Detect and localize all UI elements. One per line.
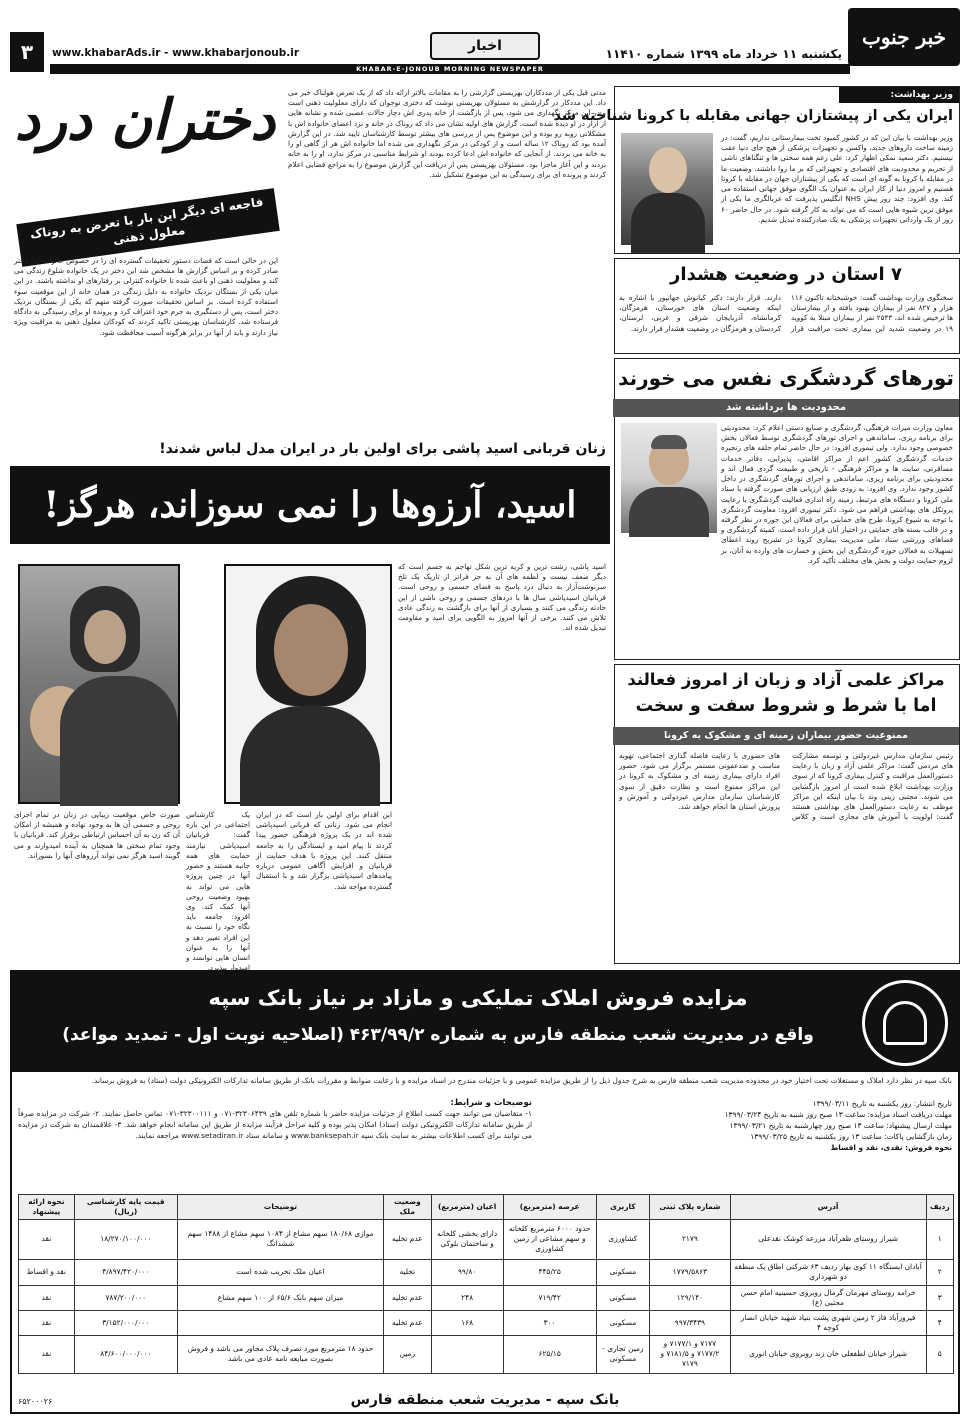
acid-body-1: مدتی قبل یکی از مددکاران بهزیستی گزارشی را به مقامات بالاتر ارائه داد که از یک تعرض هولناک خبر می داد. این مددکار در گزارشش به مسئولان بهزیستی نوشت که دختری نوجوان که دارای معلولیت ذهنی است و در این مرکز نگهداری می شود، پس از بازگشت از خانه پدری اش دچار حالات عصبی شده و نشانه هایی از آزار در او دیده شده است. گزارش های اولیه نشان می داد که روناک در خانه و نزد اعضای خانواده اش با مشکلاتی روبه رو بوده و این موضوع پس از بررسی های بیشتر توسط کارشناسان تایید شد. در این گزارش آمده بود که روناک ۱۲ ساله است و از کودکی در مرکز نگهداری می شده اما خانواده اش هر از گاهی او را به خانه می بردند. از آنجایی که خانواده اش ادعا کرده بودند او شرایط مناسبی در مرکز ندارد، او را به خانه بردند و این آغاز ماجرا بود. مسئولان بهزیستی پس از دریافت این گزارش موضوع را به مراجع قضایی اعلام کردند و پرونده ای برای رسیدگی به این موضوع تشکیل شد. (288, 88, 606, 179)
page-number (10, 32, 44, 72)
table-cell: ۴/۸۹۷/۴۲۰/۰۰۰ (74, 1259, 177, 1285)
table-cell: اعیان ملک تخریب شده است (177, 1259, 383, 1285)
table-cell: ۳ (926, 1285, 953, 1310)
acid2-photo-right (224, 564, 392, 804)
acid2-kicker: زنان قربانی اسید پاشی برای اولین بار در ایران مدل لباس شدند! (159, 441, 606, 457)
table-row (19, 1285, 954, 1310)
table-cell: ۹۹۷/۳۴۳۹ (650, 1310, 730, 1335)
table-cell: ۱۲۹/۱۴۰ (650, 1285, 730, 1310)
table-row (19, 1335, 954, 1373)
col-header: اعیان (مترمربع) (431, 1195, 503, 1220)
table-cell (431, 1335, 503, 1373)
covid-minister-photo (621, 133, 713, 245)
acid-article (10, 86, 610, 436)
table-row (19, 1310, 954, 1335)
table-cell: کشاورزی (596, 1219, 650, 1259)
table-cell: نقد و اقساط (19, 1259, 75, 1285)
tours-body: معاون وزارت میراث فرهنگی، گردشگری و صنایع دستی اعلام کرد: محدودیتی برای برنامه ریزی، ساماندهی و اجرای تورهای گردشگری توسط فعالان بخش خصوصی وجود ندارد. ولی تیموری افزود: در حال حاضر تمام حلقه های زنجیره خدمات گردشگری کشور اعم از مراکز اقامتی، پذیرایی، دفاتر خدمات مسافرتی، سایت ها و مراکز فرهنگی - تاریخی و طبیعت گردی فعال اند و محدودیتی برای برنامه ریزی، ساماندهی و اجرای تورهای گردشگری در داخل کشور وجود ندارد. وی افزود: به زودی طبق ارزیابی های صورت گرفته با ستاد ملی کرونا و دستگاه های مرتبط، زمینه راه اندازی فعالیت گردشگری با رعایت پروتکل های بهداشتی فراهم می شود. دکتر تیموری افزود: معاونت گردشگری با توجه به شیوع کرونا، طرح های حمایتی برای فعالان این حوزه در نظر گرفته و در قالب بسته های حمایتی در اختیار آنان قرار داده است. کمیته گردشگری و فضاهای ورزشی ستاد ملی مدیریت بیماری کرونا در تشریح روند اعطای تسهیلات به فعالان حوزه گردشگری این بخش و خسارت های وارده به آنان، بر لزوم حمایت دولت و بخش های مختلف تأکید کرد. (721, 423, 953, 565)
table-cell: ۹۹/۸۰ (431, 1259, 503, 1285)
ad-schedule-line: مهلت دریافت اسناد مزایده: ساعت ۱۳ صبح روز شنبه به تاریخ ۱۳۹۹/۰۳/۲۴ (724, 1110, 952, 1120)
ad-intro: بانک سپه در نظر دارد املاک و مستغلات تحت اختیار خود در محدوده مدیریت شعب منطقه فارس به شرح جدول ذیل را از طریق مزایده عمومی و با جزئیات مندرج در اسناد مزایده و با رعایت ضوابط و مقررات بانک از طریق سامانه تدارکات الکترونیکی دولت (ستاد) به فروش برساند. (91, 1076, 952, 1085)
ribbon-text: KHABAR-E-JONOUB MORNING NEWSPAPER (356, 65, 544, 73)
schools-headline-2: اما با شرط و شروط سفت و سخت (635, 696, 937, 716)
table-cell: ۴۴۵/۲۵ (503, 1259, 596, 1285)
covid-article (553, 86, 960, 254)
ad-notes: ۱- متقاضیان می توانند جهت کسب اطلاع از جزئیات مزایده حاضر با شماره تلفن های ۳۲۳۰۶۴۳۹-۰۷۱ و ۳۲۳۰۰۱۱۱-۰۷۱ تماس حاصل نمایند. ۲- شرکت در مزایده صرفاً از طریق سامانه تدارکات الکترونیکی دولت (ستاد) امکان پذیر بوده و کلیه مراحل فرآیند مزایده از طریق این سامانه انجام خواهد شد. ۳- علاقمندان به شرکت در مزایده می توانند برای کسب اطلاعات بیشتر به سایت بانک سپه www.banksepah.ir و سامانه ستاد www.setadiran.ir مراجعه نمایند. (18, 1109, 532, 1140)
table-cell: شیراز خیابان لطفعلی خان زند روبروی خیابان انوری (730, 1335, 926, 1373)
col-header: ردیف (926, 1195, 953, 1220)
acid-title: دختران درد (14, 87, 276, 153)
masthead-ribbon (50, 64, 850, 74)
acid2-body-2: این اقدام برای اولین بار است که در ایران انجام می شود. زنانی که قربانی اسیدپاشی شده اند در یک پروژه فرهنگی حضور پیدا کردند تا پیام امید و ایستادگی را به جامعه منتقل کنند. این پروژه با هدف حمایت از قربانیان و افزایش آگاهی عمومی درباره پیامدهای اسیدپاشی برگزار شد و با استقبال گسترده مواجه شد. (256, 810, 392, 891)
table-cell: ۶۲۵/۱۵ (503, 1335, 596, 1373)
table-cell: ۷۸۷/۲۰۰/۰۰۰ (74, 1285, 177, 1310)
table-cell: حدود ۶۰۰۰ مترمربع کلخانه و سهم مشاعی از زمین کشاورزی (503, 1219, 596, 1259)
ad-schedule-line: تاریخ انتشار: روز یکشنبه به تاریخ ۱۳۹۹/۰۳/۱۱ (812, 1099, 952, 1108)
table-cell: مسکونی (596, 1259, 650, 1285)
col-header: توضیحات (177, 1195, 383, 1220)
bank-ad (10, 970, 960, 1414)
section-tab (430, 32, 540, 60)
table-cell: زمین تجاری - مسکونی (596, 1335, 650, 1373)
table-cell: ۱۷۷۹/۵۸۶۳ (650, 1259, 730, 1285)
table-cell: آبادان ایستگاه ۱۱ کوی بهار ردیف ۶۳ شرکتی اطاق یک منطقه دو شهرداری (730, 1259, 926, 1285)
date-line: یکشنبه ۱۱ خرداد ماه ۱۳۹۹ شماره ۱۱۴۱۰ (605, 47, 842, 61)
table-cell: عدم تخلیه (384, 1219, 431, 1259)
table-cell: مسکونی (596, 1310, 650, 1335)
ad-header (12, 972, 958, 1072)
acid-body-2: این در حالی است که قضات دستور تحقیقات گسترده ای را در خصوص خانواده این دختر صادر کرده و بر اساس گزارش ها مشخص شد این دختر در یک خانواده شلوغ زندگی می کند و معلولیت ذهنی او باعث شده تا خانواده کنترلی بر رفتارهای او نداشته باشند. در این میان یکی از بستگان نزدیک خانواده به دلیل زندگی در همان خانه از این موقعیت سوء استفاده کرده است. بر اساس تحقیقات صورت گرفته متهم که یکی از بستگان نزدیک دختر است، پس از دستگیری به جرم خود اعتراف کرد و پرونده او برای رسیدگی به دادگاه فرستاده شد. کارشناسان بهزیستی تاکید کردند که کودکان معلول ذهنی به مراقبت ویژه نیاز دارند و باید از آنها در برابر هرگونه آسیب محافظت شود. (14, 256, 278, 337)
ad-schedule (532, 1098, 952, 1154)
acid2-headline: اسید، آرزوها را نمی سوزاند، هرگز! (43, 483, 577, 526)
table-cell: ۲۱۷۹ (650, 1219, 730, 1259)
logo (848, 8, 960, 66)
table-cell: مسکونی (596, 1285, 650, 1310)
table-cell: فیروزآباد فاز ۲ زمین شهری پشت بنیاد شهید خیابان انصار کوچه ۴ (730, 1310, 926, 1335)
tours-article (614, 358, 960, 660)
table-cell: نقد (19, 1285, 75, 1310)
acid2-headline-bar (10, 466, 610, 544)
acid2-body-3: یک کارشناس اجتماعی در این باره گفت: قربانیان اسیدپاشی نیازمند حمایت های همه جانبه هستند و حضور آنها در چنین پروژه هایی می تواند به بهبود وضعیت روحی آنها کمک کند. وی افزود: جامعه باید نگاه خود را نسبت به این افراد تغییر دهد و آنها را به عنوان انسان هایی توانمند و امیدوار بپذیرد. (186, 810, 250, 973)
table-cell: زمین (384, 1335, 431, 1373)
schools-subhead: ممنوعیت حضور بیماران زمینه ای و مشکوک به کرونا (613, 727, 959, 745)
ad-schedule-line: مهلت ارسال پیشنهاد: ساعت ۱۳ صبح روز چهارشنبه به تاریخ ۱۳۹۹/۰۳/۲۱ (729, 1121, 952, 1131)
table-cell: ۴ (926, 1310, 953, 1335)
table-cell: عدم تخلیه (384, 1310, 431, 1335)
schools-body: رئیس سازمان مدارس غیردولتی و توسعه مشارکت های مردمی گفت: مراکز علمی آزاد و زبان با رعایت دستورالعمل مراقبت و کنترل بیماری کرونا که از سوی وزارت بهداشت ابلاغ شده است از امروز بازگشایی می شوند. مجتبی زینی وند با بیان اینکه این مراکز موظف به رعایت دستورالعمل های بهداشتی هستند گفت: اولویت با آموزش های مجازی است و کلاس های حضوری با رعایت فاصله گذاری اجتماعی، تهویه مناسب و ضدعفونی مستمر برگزار می شود. حضور افراد دارای بیماری زمینه ای و مشکوک به کرونا در این مراکز ممنوع است و نظارت دقیق از سوی کارشناسان سازمان مدارس غیردولتی و آموزش و پرورش استان ها انجام خواهد شد. (619, 751, 953, 822)
provinces-body: سخنگوی وزارت بهداشت گفت: خوشبختانه تاکنون ۱۱۶ هزار و ۸۲۷ نفر از بیماران بهبود یافته و از بیمارستان ها ترخیص شده اند، ۲۵۴۳ نفر از بیماران مبتلا به کووید ۱۹ در وضعیت شدید این بیماری تحت مراقبت قرار دارند. قرار دارند: دکتر کیانوش جهانپور با اشاره به اینکه وضعیت استان های خوزستان، هرمزگان، کرمانشاه، آذربایجان شرقی و غربی، لرستان، کردستان و هرمزگان در وضعیت هشدار قرار دارند. (619, 293, 953, 333)
col-header: نحوه ارائه پیشنهاد (19, 1195, 75, 1220)
acid2-article (10, 440, 610, 973)
table-cell: ۱ (926, 1219, 953, 1259)
ad-title-2: واقع در مدیریت شعب منطقه فارس به شماره ۴۶۳/۹۹/۲ (اصلاحیه نوبت اول - تمدید مواعد) (62, 1025, 814, 1045)
table-cell: شیراز روستای ظفرآباد مزرعه کوشک نقدعلی (730, 1219, 926, 1259)
ad-footer: بانک سپه - مدیریت شعب منطقه فارس (350, 1392, 620, 1409)
col-header: وضعیت ملک (384, 1195, 431, 1220)
table-cell: ۱۶۸ (431, 1310, 503, 1335)
col-header: آدرس (730, 1195, 926, 1220)
table-cell: ۱۸/۲۷۰/۱۰۰/۰۰۰ (74, 1219, 177, 1259)
table-cell: موازی ۱۸۰/۶۸ سهم مشاع از ۱۰۸۴ سهم مشاع از ۱۴۸۸ سهم ششدانگ (177, 1219, 383, 1259)
table-cell: ۲ (926, 1259, 953, 1285)
table-cell: میزان سهم بانک ۶۵/۶ از ۱۰۰ سهم مشاع (177, 1285, 383, 1310)
ad-notes-box (18, 1098, 532, 1188)
col-header: قیمت پایه کارشناسی (ریال) (74, 1195, 177, 1220)
acid-subtitle: فاجعه ای دیگر این بار با تعرض به روناک معلول ذهنی (16, 188, 279, 267)
table-cell: ۸۴/۶۰۰/۰۰۰/۰۰۰ (74, 1335, 177, 1373)
table-row (19, 1259, 954, 1285)
ad-notes-title: توضیحات و شرایط: (450, 1098, 532, 1108)
table-cell: ۲۴۸ (431, 1285, 503, 1310)
table-cell: ۳۰۰ (503, 1310, 596, 1335)
schools-article (614, 664, 960, 964)
provinces-article (614, 258, 960, 354)
table-cell: ۵ (926, 1335, 953, 1373)
tours-headline: تورهای گردشگری نفس می خورند (618, 366, 954, 390)
table-cell: خرامه روستای مهرمان گرمال روبروی حسینیه امام حسن مجتبی (ع) (730, 1285, 926, 1310)
table-cell: حدود ۱۸ مترمربع مورد تصرف پلاک مجاور می باشد و فروش بصورت مبایعه نامه عادی می باشد (177, 1335, 383, 1373)
table-cell (177, 1310, 383, 1335)
col-header: کاربری (596, 1195, 650, 1220)
table-cell: ۷۱۷۷ و ۷۱۷۷/۱ و ۷۱۷۷/۲ و ۷۱۸۱/۵ و ۷۱۷۹ (650, 1335, 730, 1373)
acid2-body-1: اسید پاشی، زشت ترین و کریه ترین شکل تهاجم به جسم است که دیگر ضعف نیست و لطمه های آن به جز فراتر از تاریک یک تلخ سرنوشت‌آزار به دنبال درد پاسخ به فضای جسمی و روحی است. قربانیان اسیدپاشی سال ها با دردهای جسمی و روحی ناشی از این حادثه زندگی می کنند و بسیاری از آنها برای بازگشت به زندگی عادی تلاش می کنند. برخی از آنها امروز به الگویی برای امید و مقاومت تبدیل شده اند. (398, 562, 606, 633)
bank-emblem-icon (862, 980, 948, 1066)
schools-headline-1: مراکز علمی آزاد و زبان از امروز فعالند (627, 670, 945, 689)
ad-table (18, 1194, 954, 1374)
table-row (19, 1219, 954, 1259)
tours-official-photo (621, 423, 717, 533)
ad-code: ۶۵۲۰۰۰۲۶ (18, 1397, 53, 1407)
table-cell: نقد (19, 1335, 75, 1373)
table-cell: تخلیه (384, 1259, 431, 1285)
page-number-text: ۳ (20, 39, 34, 64)
table-cell: عدم تخلیه (384, 1285, 431, 1310)
table-cell: نقد (19, 1219, 75, 1259)
website[interactable]: www.khabarAds.ir - www.khabarjonoub.ir (52, 47, 300, 59)
masthead (10, 8, 960, 80)
covid-headline: ایران یکی از پیشتازان جهانی مقابله با کرونا شناخته شد (553, 108, 953, 124)
acid2-photo-left (18, 564, 180, 804)
ad-title-1: مزایده فروش املاک تملیکی و مازاد بر نیاز بانک سپه (208, 986, 748, 1010)
table-cell: نقد (19, 1310, 75, 1335)
covid-body: وزیر بهداشت با بیان این که در کشور کمبود تخت بیمارستانی نداریم، گفت: در زمینه ساخت داروهای جدید، واکسن و تجهیزات پزشکی از هیچ جای دنیا عقب نیستیم. دکتر سعید نمکی اظهار کرد: علی رغم همه سختی ها و تنگناهای ناشی از تحریم و محدودیت های اقتصادی و تجهیزاتی که بر ما روا داشتند، وضعیت ما در مقابله با کرونا به گونه ای است که یکی از پیشتازان جهان در مقابله با کرونا هستیم و امروز دنیا از کار ایران به عنوان یک الگوی موفق جهانی استفاده می کند. وی افزود: چند روز پیش NHS انگلیس پذیرفت که غربالگری ما یکی از موفق ترین شیوه هایی است که می تواند به کار گرفته شود. در حال حاضر ۶۰ روز از یک وارداتی تجهیزات پزشکی به یک صادرکننده تبدیل شدیم. (721, 133, 953, 224)
table-cell: دارای بخشی کلخانه و ساختمان بلوکی (431, 1219, 503, 1259)
col-header: عرصه (مترمربع) (503, 1195, 596, 1220)
tours-subhead: محدودیت ها برداشته شد (613, 399, 959, 417)
ad-table-header (19, 1195, 954, 1220)
section-title: اخبار (468, 37, 502, 54)
ad-schedule-line: زمان بازگشایی پاکات: ساعت ۱۳ روز یکشنبه به تاریخ ۱۳۹۹/۰۳/۲۵ (750, 1132, 952, 1142)
table-cell: ۷۱۹/۴۲ (503, 1285, 596, 1310)
ad-table-wrap (18, 1194, 954, 1374)
provinces-headline: ۷ استان در وضعیت هشدار (670, 264, 902, 285)
ad-payment: نحوه فروش: نقدی، نقد و اقساط (830, 1143, 952, 1153)
logo-text: خبر جنوب (862, 24, 946, 49)
covid-kicker: وزیر بهداشت: (839, 87, 959, 103)
col-header: شماره پلاک ثبتی (650, 1195, 730, 1220)
table-cell: ۳/۱۵۲/۰۰۰/۰۰۰ (74, 1310, 177, 1335)
acid2-body-4: صورت خاص موقعیت زیبایی در زنان در تمام اجزای روحی و جسمی آن ها به وجود نهاده و همیشه از امکان آن که زن به آن احساس ارتباطی برقرار کند. قربانیان با وجود تمام سختی ها همچنان به آینده امیدوارند و می گویند اسید هرگز نمی تواند آرزوهای آنها را بسوزاند. (14, 810, 180, 860)
